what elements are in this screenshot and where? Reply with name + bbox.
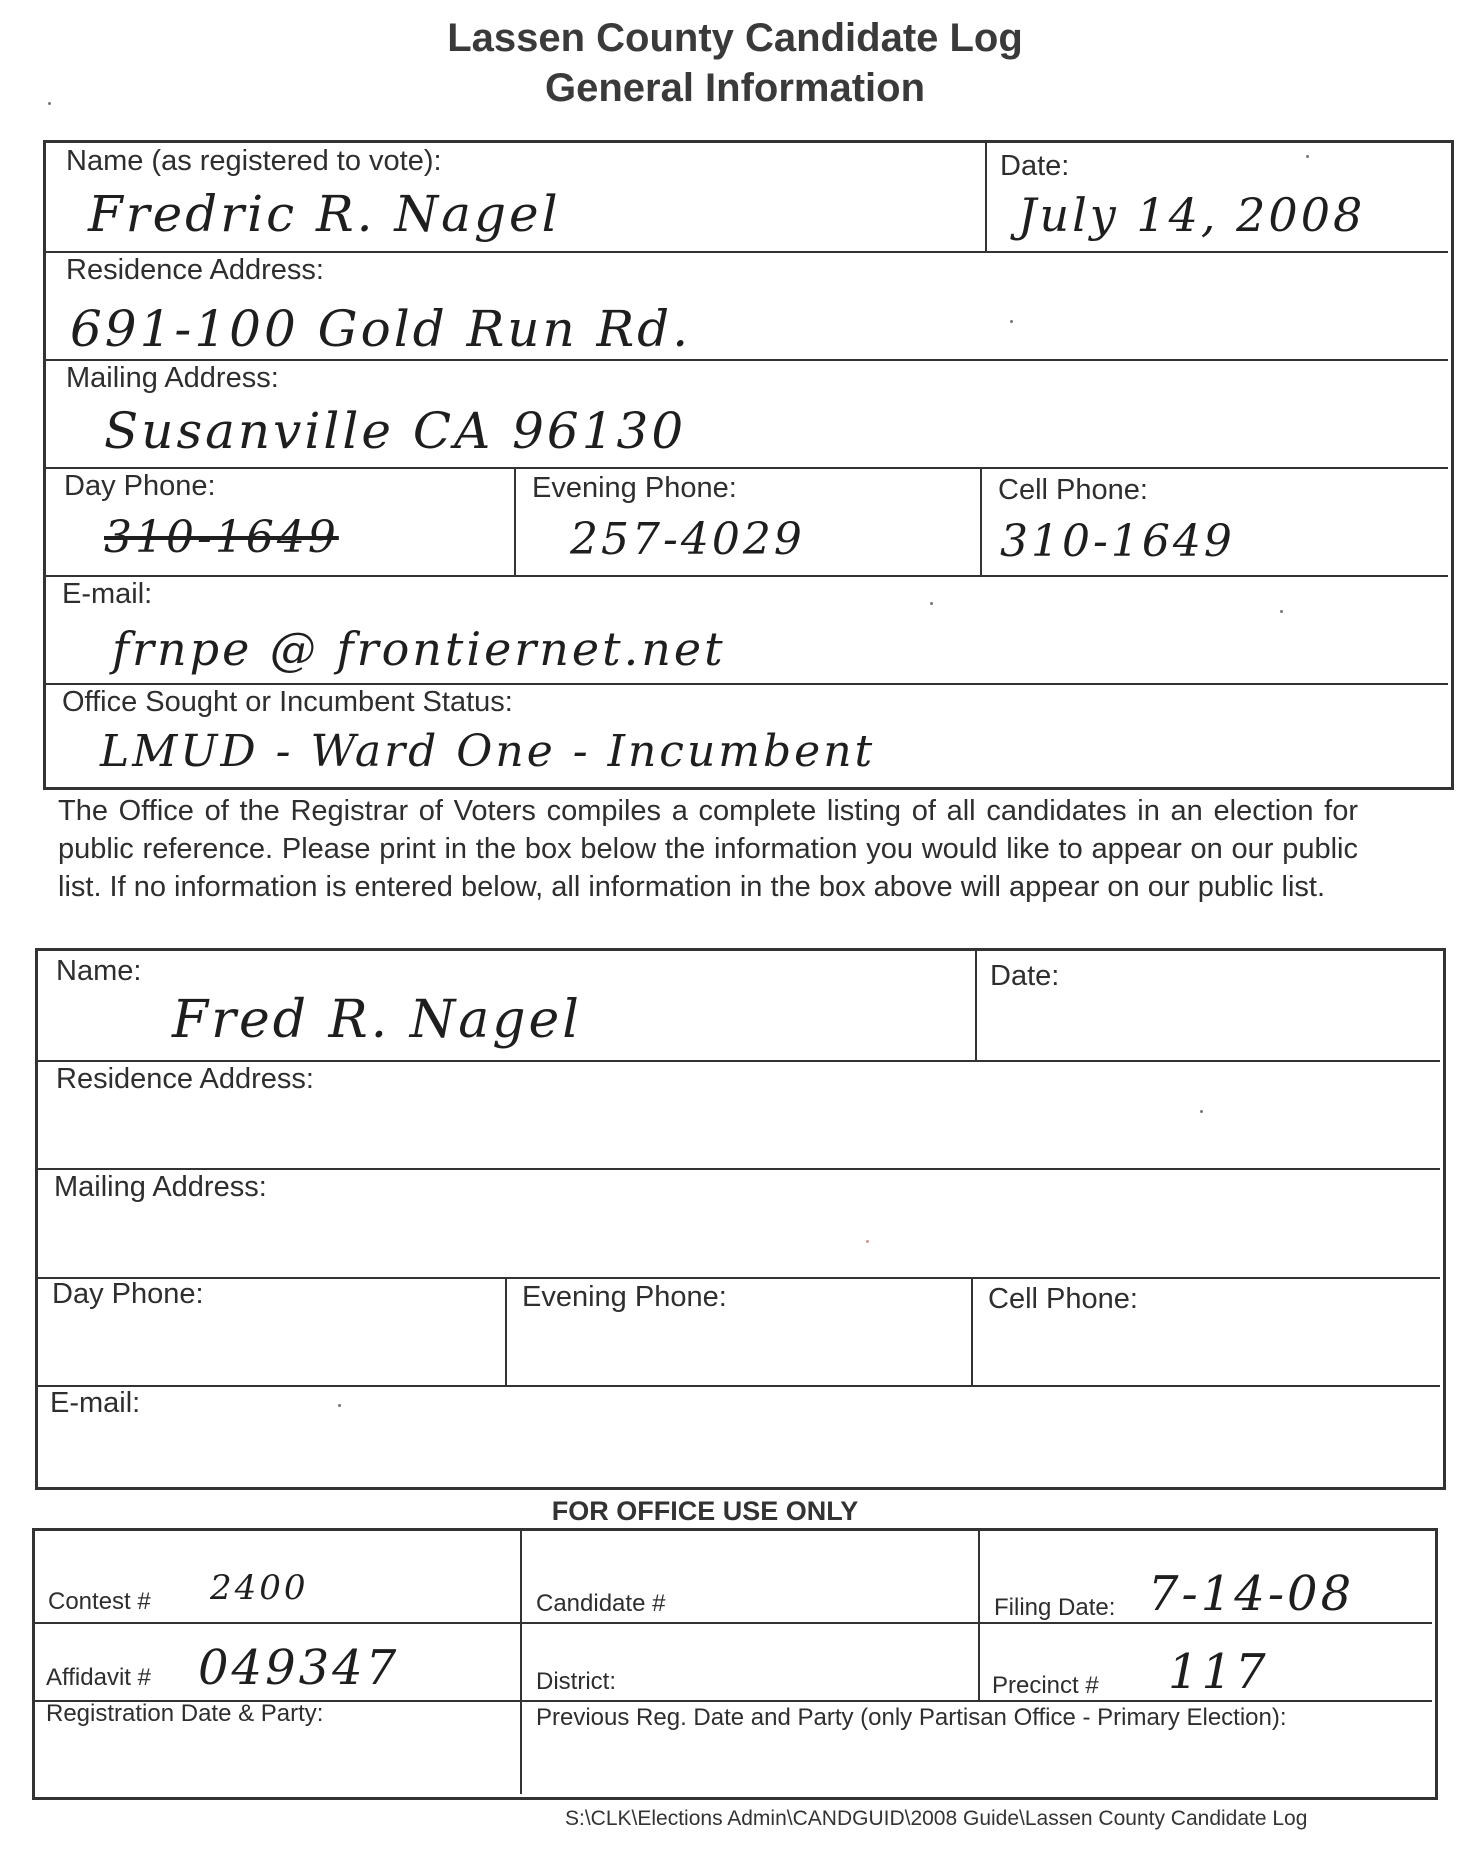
scan-speck: [1306, 155, 1309, 158]
evening-phone-label: Evening Phone:: [532, 472, 737, 504]
public-date-label: Date:: [990, 960, 1060, 992]
scan-speck: [866, 1240, 869, 1243]
public-email-label: E-mail:: [50, 1387, 141, 1419]
col-divider: [505, 1277, 507, 1385]
evening-phone-value: 257-4029: [570, 514, 805, 565]
cell-phone-label: Cell Phone:: [998, 474, 1148, 506]
scan-speck: [1200, 1110, 1203, 1113]
public-day-phone-label: Day Phone:: [52, 1278, 204, 1310]
public-evening-phone-label: Evening Phone:: [522, 1281, 727, 1313]
scan-speck: [930, 602, 933, 605]
row-divider: [38, 1168, 1440, 1170]
row-divider: [38, 1060, 1440, 1062]
row-divider: [46, 359, 1448, 361]
col-divider: [520, 1531, 522, 1794]
instructions-text: The Office of the Registrar of Voters compiles a complete listing of all candidates in an election for public reference. Please print in the box below the information you would like to appear on our public list. If no information is entered below, all information in the box above will appear on our public list.: [58, 795, 1358, 903]
scan-speck: [338, 1404, 341, 1407]
name-label: Name (as registered to vote):: [66, 145, 442, 177]
row-divider: [46, 251, 1448, 253]
public-name-value: Fred R. Nagel: [172, 990, 582, 1050]
public-residence-label: Residence Address:: [56, 1063, 314, 1095]
form-title: Lassen County Candidate Log: [447, 16, 1023, 60]
previous-reg-label: Previous Reg. Date and Party (only Partisan Office - Primary Election):: [536, 1704, 1287, 1731]
office-sought-value: LMUD - Ward One - Incumbent: [100, 726, 876, 777]
name-value: Fredric R. Nagel: [88, 185, 561, 243]
date-value: July 14, 2008: [1018, 188, 1366, 242]
row-divider: [46, 575, 1448, 577]
date-label: Date:: [1000, 150, 1070, 182]
public-name-label: Name:: [56, 955, 142, 987]
registration-label: Registration Date & Party:: [46, 1700, 324, 1727]
contest-value: 2400: [210, 1568, 309, 1608]
row-divider: [46, 683, 1448, 685]
district-label: District:: [536, 1668, 616, 1695]
office-use-heading: FOR OFFICE USE ONLY: [551, 1496, 859, 1526]
col-divider: [975, 951, 977, 1060]
day-phone-label: Day Phone:: [64, 470, 216, 502]
contest-label: Contest #: [48, 1588, 151, 1615]
public-mailing-label: Mailing Address:: [54, 1171, 267, 1203]
cell-phone-value: 310-1649: [1000, 516, 1235, 567]
precinct-label: Precinct #: [992, 1672, 1099, 1699]
file-path-footer: S:\CLK\Elections Admin\CANDGUID\2008 Guide\Lassen County Candidate Log: [565, 1807, 1308, 1830]
scan-speck: [48, 102, 51, 105]
col-divider: [985, 143, 987, 251]
mailing-address-value: Susanville CA 96130: [104, 402, 687, 460]
affidavit-value: 049347: [198, 1640, 400, 1696]
col-divider: [971, 1277, 973, 1385]
col-divider: [980, 467, 982, 575]
col-divider: [514, 467, 516, 575]
email-label: E-mail:: [62, 578, 153, 610]
precinct-value: 117: [1168, 1644, 1269, 1700]
row-divider: [46, 467, 1448, 469]
row-divider: [35, 1622, 1432, 1624]
mailing-address-label: Mailing Address:: [66, 362, 279, 394]
office-sought-label: Office Sought or Incumbent Status:: [62, 686, 513, 718]
scan-speck: [1280, 610, 1283, 613]
email-value: frnpe @ frontiernet.net: [112, 622, 726, 676]
residence-address-label: Residence Address:: [66, 254, 324, 286]
filing-date-value: 7-14-08: [1148, 1566, 1355, 1622]
row-divider: [38, 1385, 1440, 1387]
affidavit-label: Affidavit #: [46, 1664, 151, 1691]
candidate-label: Candidate #: [536, 1590, 666, 1617]
filing-date-label: Filing Date:: [994, 1594, 1116, 1621]
scan-speck: [1010, 320, 1013, 323]
form-subtitle: General Information: [544, 66, 926, 110]
day-phone-value: 310-1649: [104, 512, 339, 563]
col-divider: [978, 1531, 980, 1700]
row-divider: [38, 1277, 1440, 1279]
public-cell-phone-label: Cell Phone:: [988, 1283, 1138, 1315]
residence-address-value: 691-100 Gold Run Rd.: [70, 300, 692, 358]
